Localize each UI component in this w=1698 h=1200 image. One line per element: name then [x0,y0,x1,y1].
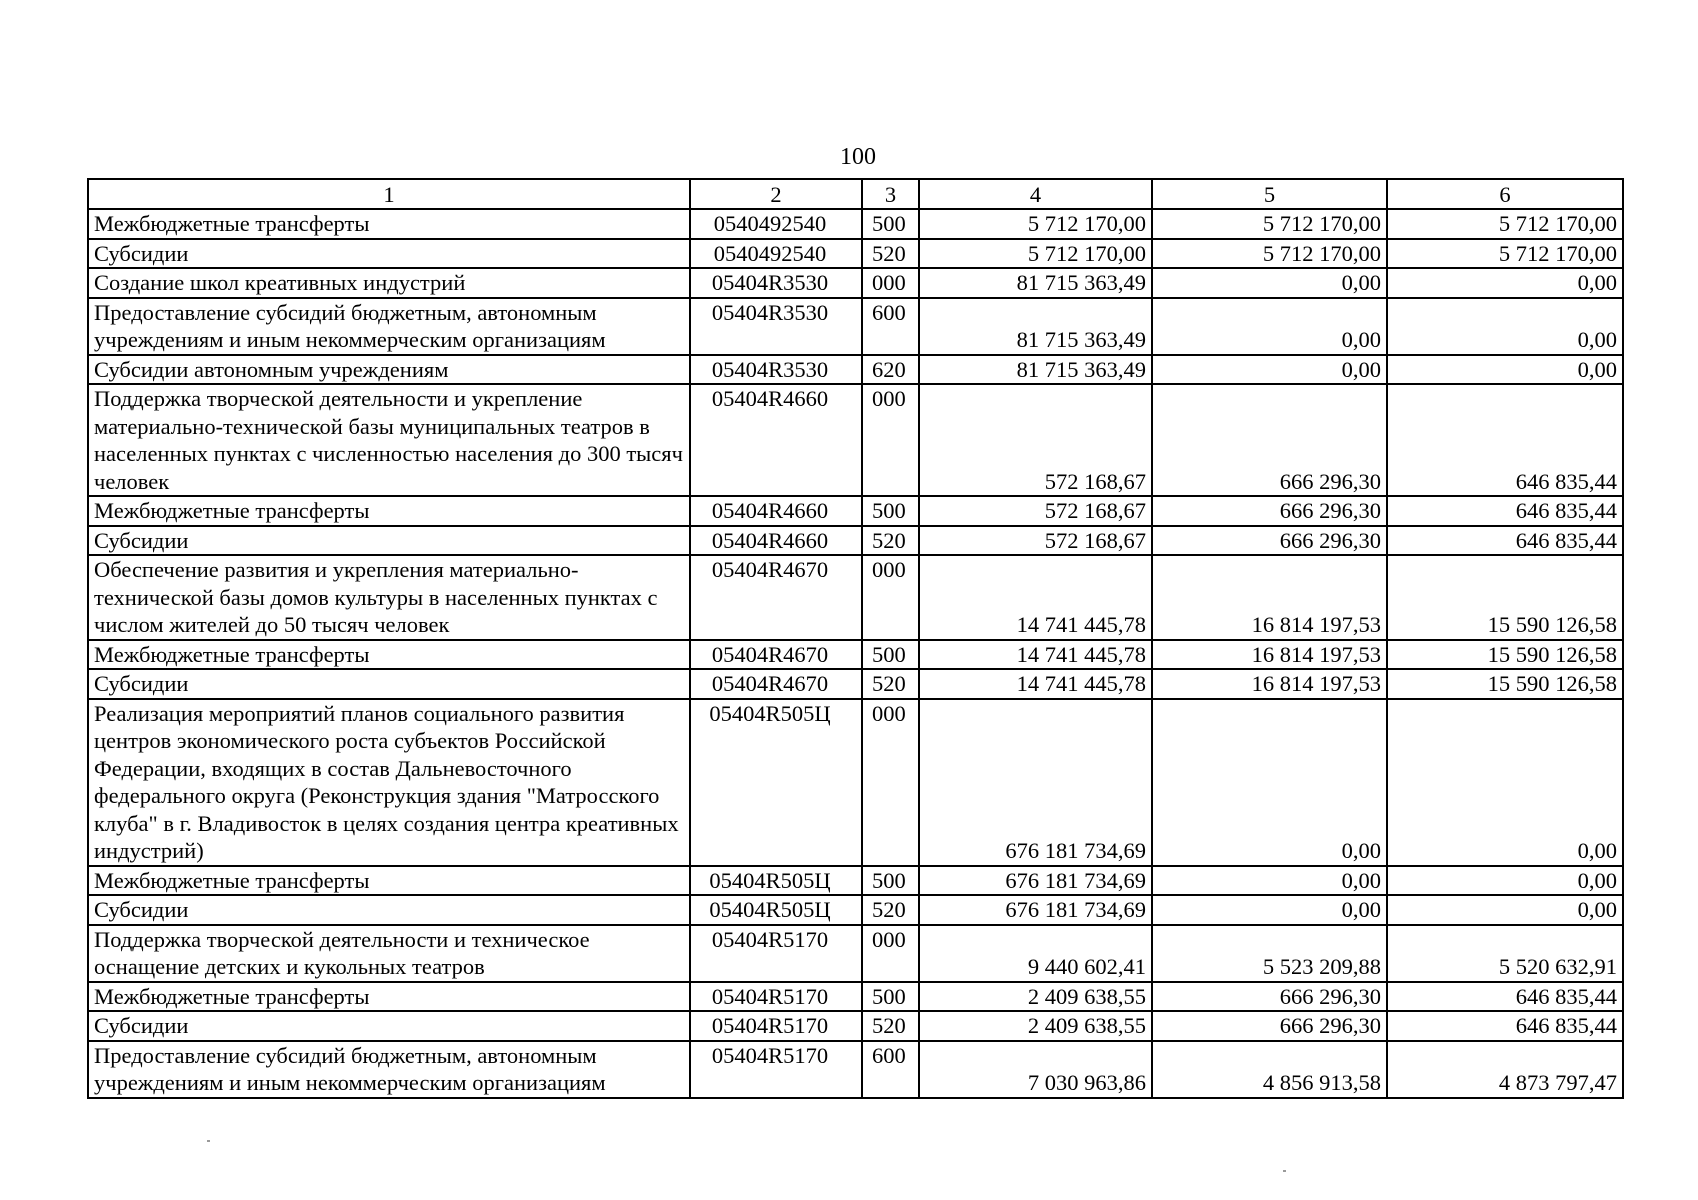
target-code-cell: 05404R4660 [690,384,862,496]
item-name-cell: Обеспечение развития и укрепления материально-технической базы домов культуры в населенных пунктах с числом жителей до 50 тысяч человек [88,555,690,640]
item-name-cell: Предоставление субсидий бюджетным, автономным учреждениям и иным некоммерческим организациям [88,298,690,355]
target-code-cell: 05404R4670 [690,669,862,699]
table-row [88,669,1623,699]
amount-col5-cell: 666 296,30 [1152,1011,1387,1041]
amount-col6-cell: 646 835,44 [1387,384,1623,496]
amount-col6-cell: 646 835,44 [1387,496,1623,526]
amount-col4-cell: 676 181 734,69 [919,895,1152,925]
expense-type-cell: 600 [862,1041,919,1098]
amount-col5-cell: 0,00 [1152,298,1387,355]
expense-type-cell: 500 [862,982,919,1012]
amount-col4-cell: 2 409 638,55 [919,1011,1152,1041]
amount-col4-cell: 2 409 638,55 [919,982,1152,1012]
scan-speck [207,1140,210,1142]
item-name-cell: Субсидии [88,526,690,556]
table-row [88,496,1623,526]
amount-col5-cell: 0,00 [1152,268,1387,298]
column-header: 2 [690,179,862,209]
item-name-cell: Субсидии [88,895,690,925]
amount-col5-cell: 666 296,30 [1152,384,1387,496]
expense-type-cell: 520 [862,669,919,699]
amount-col5-cell: 666 296,30 [1152,982,1387,1012]
amount-col4-cell: 572 168,67 [919,384,1152,496]
table-row [88,209,1623,239]
amount-col4-cell: 81 715 363,49 [919,355,1152,385]
table-row [88,699,1623,866]
amount-col4-cell: 5 712 170,00 [919,239,1152,269]
column-header: 3 [862,179,919,209]
target-code-cell: 05404R3530 [690,268,862,298]
expense-type-cell: 500 [862,866,919,896]
amount-col6-cell: 0,00 [1387,699,1623,866]
item-name-cell: Предоставление субсидий бюджетным, автономным учреждениям и иным некоммерческим организациям [88,1041,690,1098]
column-header: 6 [1387,179,1623,209]
table-row [88,526,1623,556]
amount-col6-cell: 5 712 170,00 [1387,239,1623,269]
target-code-cell: 0540492540 [690,209,862,239]
item-name-cell: Реализация мероприятий планов социального развития центров экономического роста субъектов Российской Федерации, входящих в состав Дальневосточного федерального округа (Реконструкция здания "Матросского клуба" в г. Владивосток в целях создания центра креативных индустрий) [88,699,690,866]
expense-type-cell: 520 [862,526,919,556]
amount-col4-cell: 81 715 363,49 [919,298,1152,355]
table-row [88,298,1623,355]
item-name-cell: Межбюджетные трансферты [88,640,690,670]
amount-col6-cell: 0,00 [1387,895,1623,925]
table-row [88,640,1623,670]
amount-col5-cell: 5 712 170,00 [1152,239,1387,269]
amount-col5-cell: 0,00 [1152,866,1387,896]
target-code-cell: 0540492540 [690,239,862,269]
target-code-cell: 05404R505Ц [690,866,862,896]
item-name-cell: Межбюджетные трансферты [88,982,690,1012]
table-row [88,895,1623,925]
budget-table [87,178,1624,1099]
amount-col5-cell: 5 523 209,88 [1152,925,1387,982]
amount-col5-cell: 5 712 170,00 [1152,209,1387,239]
expense-type-cell: 500 [862,640,919,670]
table-row [88,1011,1623,1041]
amount-col4-cell: 676 181 734,69 [919,866,1152,896]
amount-col4-cell: 5 712 170,00 [919,209,1152,239]
expense-type-cell: 000 [862,699,919,866]
target-code-cell: 05404R5170 [690,925,862,982]
expense-type-cell: 000 [862,268,919,298]
item-name-cell: Поддержка творческой деятельности и укрепление материально-технической базы муниципальных театров в населенных пунктах с численностью населения до 300 тысяч человек [88,384,690,496]
amount-col4-cell: 572 168,67 [919,526,1152,556]
item-name-cell: Межбюджетные трансферты [88,866,690,896]
table-row [88,268,1623,298]
amount-col6-cell: 15 590 126,58 [1387,669,1623,699]
target-code-cell: 05404R3530 [690,298,862,355]
target-code-cell: 05404R5170 [690,982,862,1012]
amount-col5-cell: 16 814 197,53 [1152,555,1387,640]
expense-type-cell: 520 [862,895,919,925]
amount-col5-cell: 0,00 [1152,699,1387,866]
amount-col6-cell: 646 835,44 [1387,526,1623,556]
expense-type-cell: 000 [862,925,919,982]
table-row [88,555,1623,640]
expense-type-cell: 500 [862,209,919,239]
amount-col6-cell: 5 712 170,00 [1387,209,1623,239]
item-name-cell: Межбюджетные трансферты [88,496,690,526]
amount-col4-cell: 14 741 445,78 [919,669,1152,699]
table-row [88,866,1623,896]
table-row [88,982,1623,1012]
target-code-cell: 05404R4660 [690,526,862,556]
expense-type-cell: 000 [862,555,919,640]
expense-type-cell: 500 [862,496,919,526]
expense-type-cell: 600 [862,298,919,355]
table-row [88,384,1623,496]
target-code-cell: 05404R4660 [690,496,862,526]
table-row [88,239,1623,269]
target-code-cell: 05404R4670 [690,640,862,670]
amount-col6-cell: 15 590 126,58 [1387,555,1623,640]
amount-col6-cell: 0,00 [1387,298,1623,355]
target-code-cell: 05404R505Ц [690,895,862,925]
amount-col6-cell: 0,00 [1387,866,1623,896]
amount-col4-cell: 81 715 363,49 [919,268,1152,298]
amount-col6-cell: 646 835,44 [1387,1011,1623,1041]
item-name-cell: Субсидии автономным учреждениям [88,355,690,385]
amount-col6-cell: 4 873 797,47 [1387,1041,1623,1098]
expense-type-cell: 520 [862,239,919,269]
column-header: 4 [919,179,1152,209]
amount-col6-cell: 646 835,44 [1387,982,1623,1012]
amount-col6-cell: 0,00 [1387,268,1623,298]
expense-type-cell: 520 [862,1011,919,1041]
item-name-cell: Субсидии [88,1011,690,1041]
amount-col6-cell: 15 590 126,58 [1387,640,1623,670]
table-row [88,355,1623,385]
table-header-row [88,179,1623,209]
amount-col4-cell: 14 741 445,78 [919,640,1152,670]
column-header: 5 [1152,179,1387,209]
amount-col5-cell: 16 814 197,53 [1152,640,1387,670]
amount-col4-cell: 14 741 445,78 [919,555,1152,640]
target-code-cell: 05404R5170 [690,1041,862,1098]
item-name-cell: Межбюджетные трансферты [88,209,690,239]
target-code-cell: 05404R3530 [690,355,862,385]
expense-type-cell: 000 [862,384,919,496]
amount-col5-cell: 0,00 [1152,355,1387,385]
amount-col4-cell: 7 030 963,86 [919,1041,1152,1098]
amount-col6-cell: 5 520 632,91 [1387,925,1623,982]
column-header: 1 [88,179,690,209]
amount-col5-cell: 666 296,30 [1152,526,1387,556]
amount-col4-cell: 676 181 734,69 [919,699,1152,866]
table-row [88,1041,1623,1098]
item-name-cell: Поддержка творческой деятельности и техническое оснащение детских и кукольных театров [88,925,690,982]
amount-col5-cell: 16 814 197,53 [1152,669,1387,699]
table-row [88,925,1623,982]
scan-speck [1283,1170,1286,1172]
target-code-cell: 05404R4670 [690,555,862,640]
amount-col5-cell: 666 296,30 [1152,496,1387,526]
amount-col4-cell: 572 168,67 [919,496,1152,526]
amount-col6-cell: 0,00 [1387,355,1623,385]
amount-col5-cell: 0,00 [1152,895,1387,925]
item-name-cell: Субсидии [88,669,690,699]
expense-type-cell: 620 [862,355,919,385]
amount-col5-cell: 4 856 913,58 [1152,1041,1387,1098]
item-name-cell: Создание школ креативных индустрий [88,268,690,298]
page-number: 100 [840,144,876,170]
target-code-cell: 05404R505Ц [690,699,862,866]
amount-col4-cell: 9 440 602,41 [919,925,1152,982]
target-code-cell: 05404R5170 [690,1011,862,1041]
item-name-cell: Субсидии [88,239,690,269]
